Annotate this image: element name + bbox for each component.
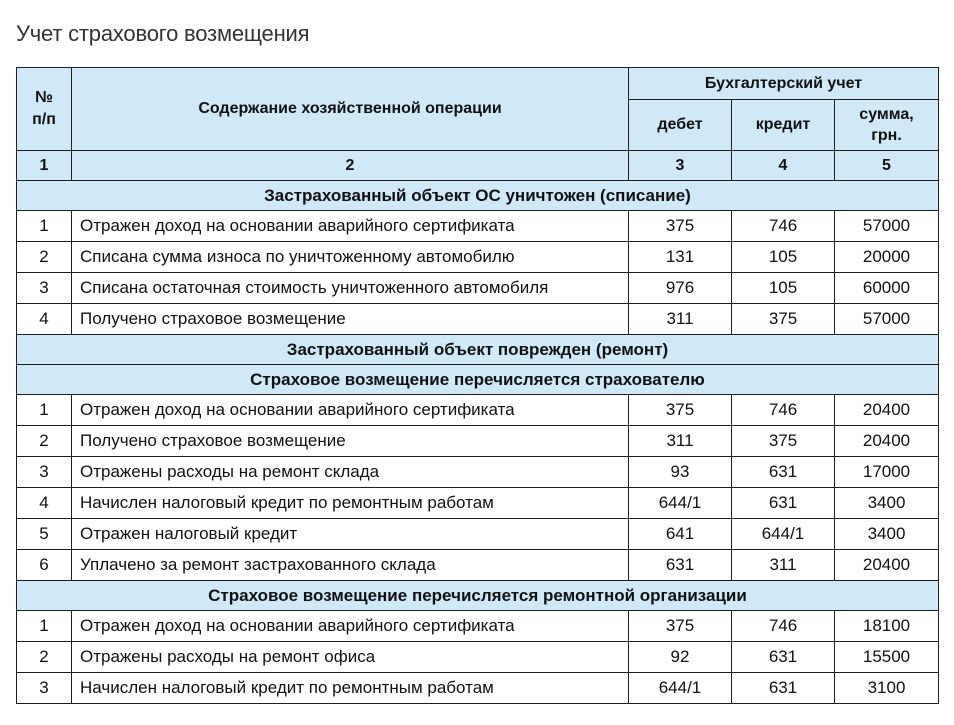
header-accounting: Бухгалтерский учет [629,68,939,100]
operation-description-cell: Получено страховое возмещение [72,426,629,457]
credit-cell: 631 [732,488,835,519]
operation-description-cell: Начислен налоговый кредит по ремонтным работам [72,488,629,519]
row-number-cell: 2 [17,426,72,457]
debit-cell: 375 [629,395,732,426]
operation-description-cell: Начислен налоговый кредит по ремонтным работам [72,673,629,704]
section-heading-row [17,335,939,365]
debit-cell: 311 [629,426,732,457]
column-number: 4 [732,151,835,181]
credit-cell: 631 [732,673,835,704]
amount-cell: 15500 [835,642,939,673]
amount-cell: 20400 [835,426,939,457]
section-heading: Страховое возмещение перечисляется ремонтной организации [17,581,939,611]
operation-description-cell: Отражен доход на основании аварийного сертификата [72,395,629,426]
table-row [17,242,939,273]
row-number-cell: 5 [17,519,72,550]
header-debit: дебет [629,100,732,151]
column-number: 1 [17,151,72,181]
amount-cell: 3100 [835,673,939,704]
section-heading-row [17,365,939,395]
table-row [17,673,939,704]
header-operation-content: Содержание хозяйственной операции [72,68,629,151]
debit-cell: 93 [629,457,732,488]
amount-cell: 3400 [835,519,939,550]
credit-cell: 631 [732,642,835,673]
debit-cell: 375 [629,211,732,242]
operation-description-cell: Отражен налоговый кредит [72,519,629,550]
column-number: 5 [835,151,939,181]
column-number: 2 [72,151,629,181]
credit-cell: 631 [732,457,835,488]
row-number-cell: 4 [17,304,72,335]
header-amount: сумма, грн. [835,100,939,151]
row-number-cell: 2 [17,642,72,673]
credit-cell: 746 [732,211,835,242]
operation-description-cell: Отражен доход на основании аварийного сертификата [72,611,629,642]
row-number-cell: 3 [17,273,72,304]
credit-cell: 746 [732,611,835,642]
credit-cell: 375 [732,426,835,457]
operation-description-cell: Отражен доход на основании аварийного сертификата [72,211,629,242]
section-heading: Застрахованный объект ОС уничтожен (списание) [17,181,939,211]
operation-description-cell: Уплачено за ремонт застрахованного склада [72,550,629,581]
credit-cell: 644/1 [732,519,835,550]
amount-cell: 60000 [835,273,939,304]
row-number-cell: 1 [17,611,72,642]
debit-cell: 131 [629,242,732,273]
insurance-ledger-table [16,67,939,704]
debit-cell: 375 [629,611,732,642]
operation-description-cell: Списана остаточная стоимость уничтоженного автомобиля [72,273,629,304]
amount-cell: 20000 [835,242,939,273]
operation-description-cell: Отражены расходы на ремонт склада [72,457,629,488]
section-heading-row [17,181,939,211]
table-row [17,488,939,519]
operation-description-cell: Отражены расходы на ремонт офиса [72,642,629,673]
credit-cell: 746 [732,395,835,426]
row-number-cell: 3 [17,457,72,488]
section-heading-row [17,581,939,611]
table-row [17,642,939,673]
amount-cell: 57000 [835,211,939,242]
debit-cell: 644/1 [629,488,732,519]
table-row [17,211,939,242]
debit-cell: 641 [629,519,732,550]
row-number-cell: 6 [17,550,72,581]
amount-cell: 20400 [835,395,939,426]
credit-cell: 375 [732,304,835,335]
table-row [17,304,939,335]
table-row [17,457,939,488]
column-numbers-row [17,151,939,181]
row-number-cell: 1 [17,211,72,242]
ledger-body [17,181,939,704]
section-heading: Страховое возмещение перечисляется страхователю [17,365,939,395]
column-number: 3 [629,151,732,181]
table-row [17,550,939,581]
debit-cell: 92 [629,642,732,673]
table-row [17,519,939,550]
table-row [17,426,939,457]
row-number-cell: 4 [17,488,72,519]
amount-cell: 17000 [835,457,939,488]
operation-description-cell: Получено страховое возмещение [72,304,629,335]
debit-cell: 311 [629,304,732,335]
credit-cell: 311 [732,550,835,581]
table-row [17,273,939,304]
operation-description-cell: Списана сумма износа по уничтоженному автомобилю [72,242,629,273]
row-number-cell: 2 [17,242,72,273]
amount-cell: 3400 [835,488,939,519]
table-row [17,611,939,642]
header-row-number: № п/п [17,68,72,151]
page-title: Учет страхового возмещения [16,21,310,46]
amount-cell: 57000 [835,304,939,335]
section-heading: Застрахованный объект поврежден (ремонт) [17,335,939,365]
header-credit: кредит [732,100,835,151]
row-number-cell: 3 [17,673,72,704]
debit-cell: 644/1 [629,673,732,704]
debit-cell: 631 [629,550,732,581]
debit-cell: 976 [629,273,732,304]
amount-cell: 18100 [835,611,939,642]
table-row [17,395,939,426]
credit-cell: 105 [732,242,835,273]
amount-cell: 20400 [835,550,939,581]
row-number-cell: 1 [17,395,72,426]
credit-cell: 105 [732,273,835,304]
